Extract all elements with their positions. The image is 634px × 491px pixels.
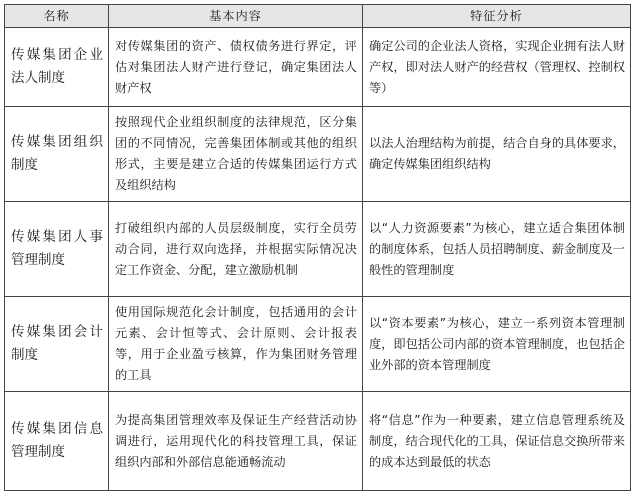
table-row	[5, 107, 631, 202]
cell-name: 传媒集团会计制度	[5, 297, 109, 392]
media-group-system-table	[4, 4, 631, 491]
document-table-container	[4, 4, 630, 491]
cell-analysis: 将“信息”作为一种要素，建立信息管理系统及制度，结合现代化的工具，保证信息交换所带来的成本达到最低的状态	[363, 392, 631, 491]
cell-content: 使用国际规范化会计制度，包括通用的会计元素、会计恒等式、会计原则、会计报表等，用于企业盈亏核算，作为集团财务管理的工具	[109, 297, 363, 392]
cell-content: 为提高集团管理效率及保证生产经营活动协调进行，运用现代化的科技管理工具，保证组织内部和外部信息能通畅流动	[109, 392, 363, 491]
cell-name: 传媒集团企业法人制度	[5, 28, 109, 107]
table-row	[5, 202, 631, 297]
table-row	[5, 297, 631, 392]
cell-analysis: 以“人力资源要素”为核心，建立适合集团体制的制度体系，包括人员招聘制度、薪金制度及一般性的管理制度	[363, 202, 631, 297]
cell-analysis: 以“资本要素”为核心，建立一系列资本管理制度，即包括公司内部的资本管理制度，也包括企业外部的资本管理制度	[363, 297, 631, 392]
cell-name: 传媒集团人事管理制度	[5, 202, 109, 297]
cell-content: 对传媒集团的资产、债权债务进行界定，评估对集团法人财产进行登记，确定集团法人财产权	[109, 28, 363, 107]
table-header-row	[5, 5, 631, 28]
cell-name: 传媒集团组织制度	[5, 107, 109, 202]
header-analysis: 特征分析	[363, 5, 631, 28]
cell-name: 传媒集团信息管理制度	[5, 392, 109, 491]
cell-analysis: 以法人治理结构为前提，结合自身的具体要求，确定传媒集团组织结构	[363, 107, 631, 202]
header-name: 名称	[5, 5, 109, 28]
cell-analysis: 确定公司的企业法人资格，实现企业拥有法人财产权，即对法人财产的经营权（管理权、控制权等）	[363, 28, 631, 107]
cell-content: 打破组织内部的人员层级制度，实行全员劳动合同，进行双向选择，并根据实际情况决定工作资金、分配，建立激励机制	[109, 202, 363, 297]
cell-content: 按照现代企业组织制度的法律规范，区分集团的不同情况，完善集团体制或其他的组织形式，主要是建立合适的传媒集团运行方式及组织结构	[109, 107, 363, 202]
header-content: 基本内容	[109, 5, 363, 28]
table-row	[5, 28, 631, 107]
